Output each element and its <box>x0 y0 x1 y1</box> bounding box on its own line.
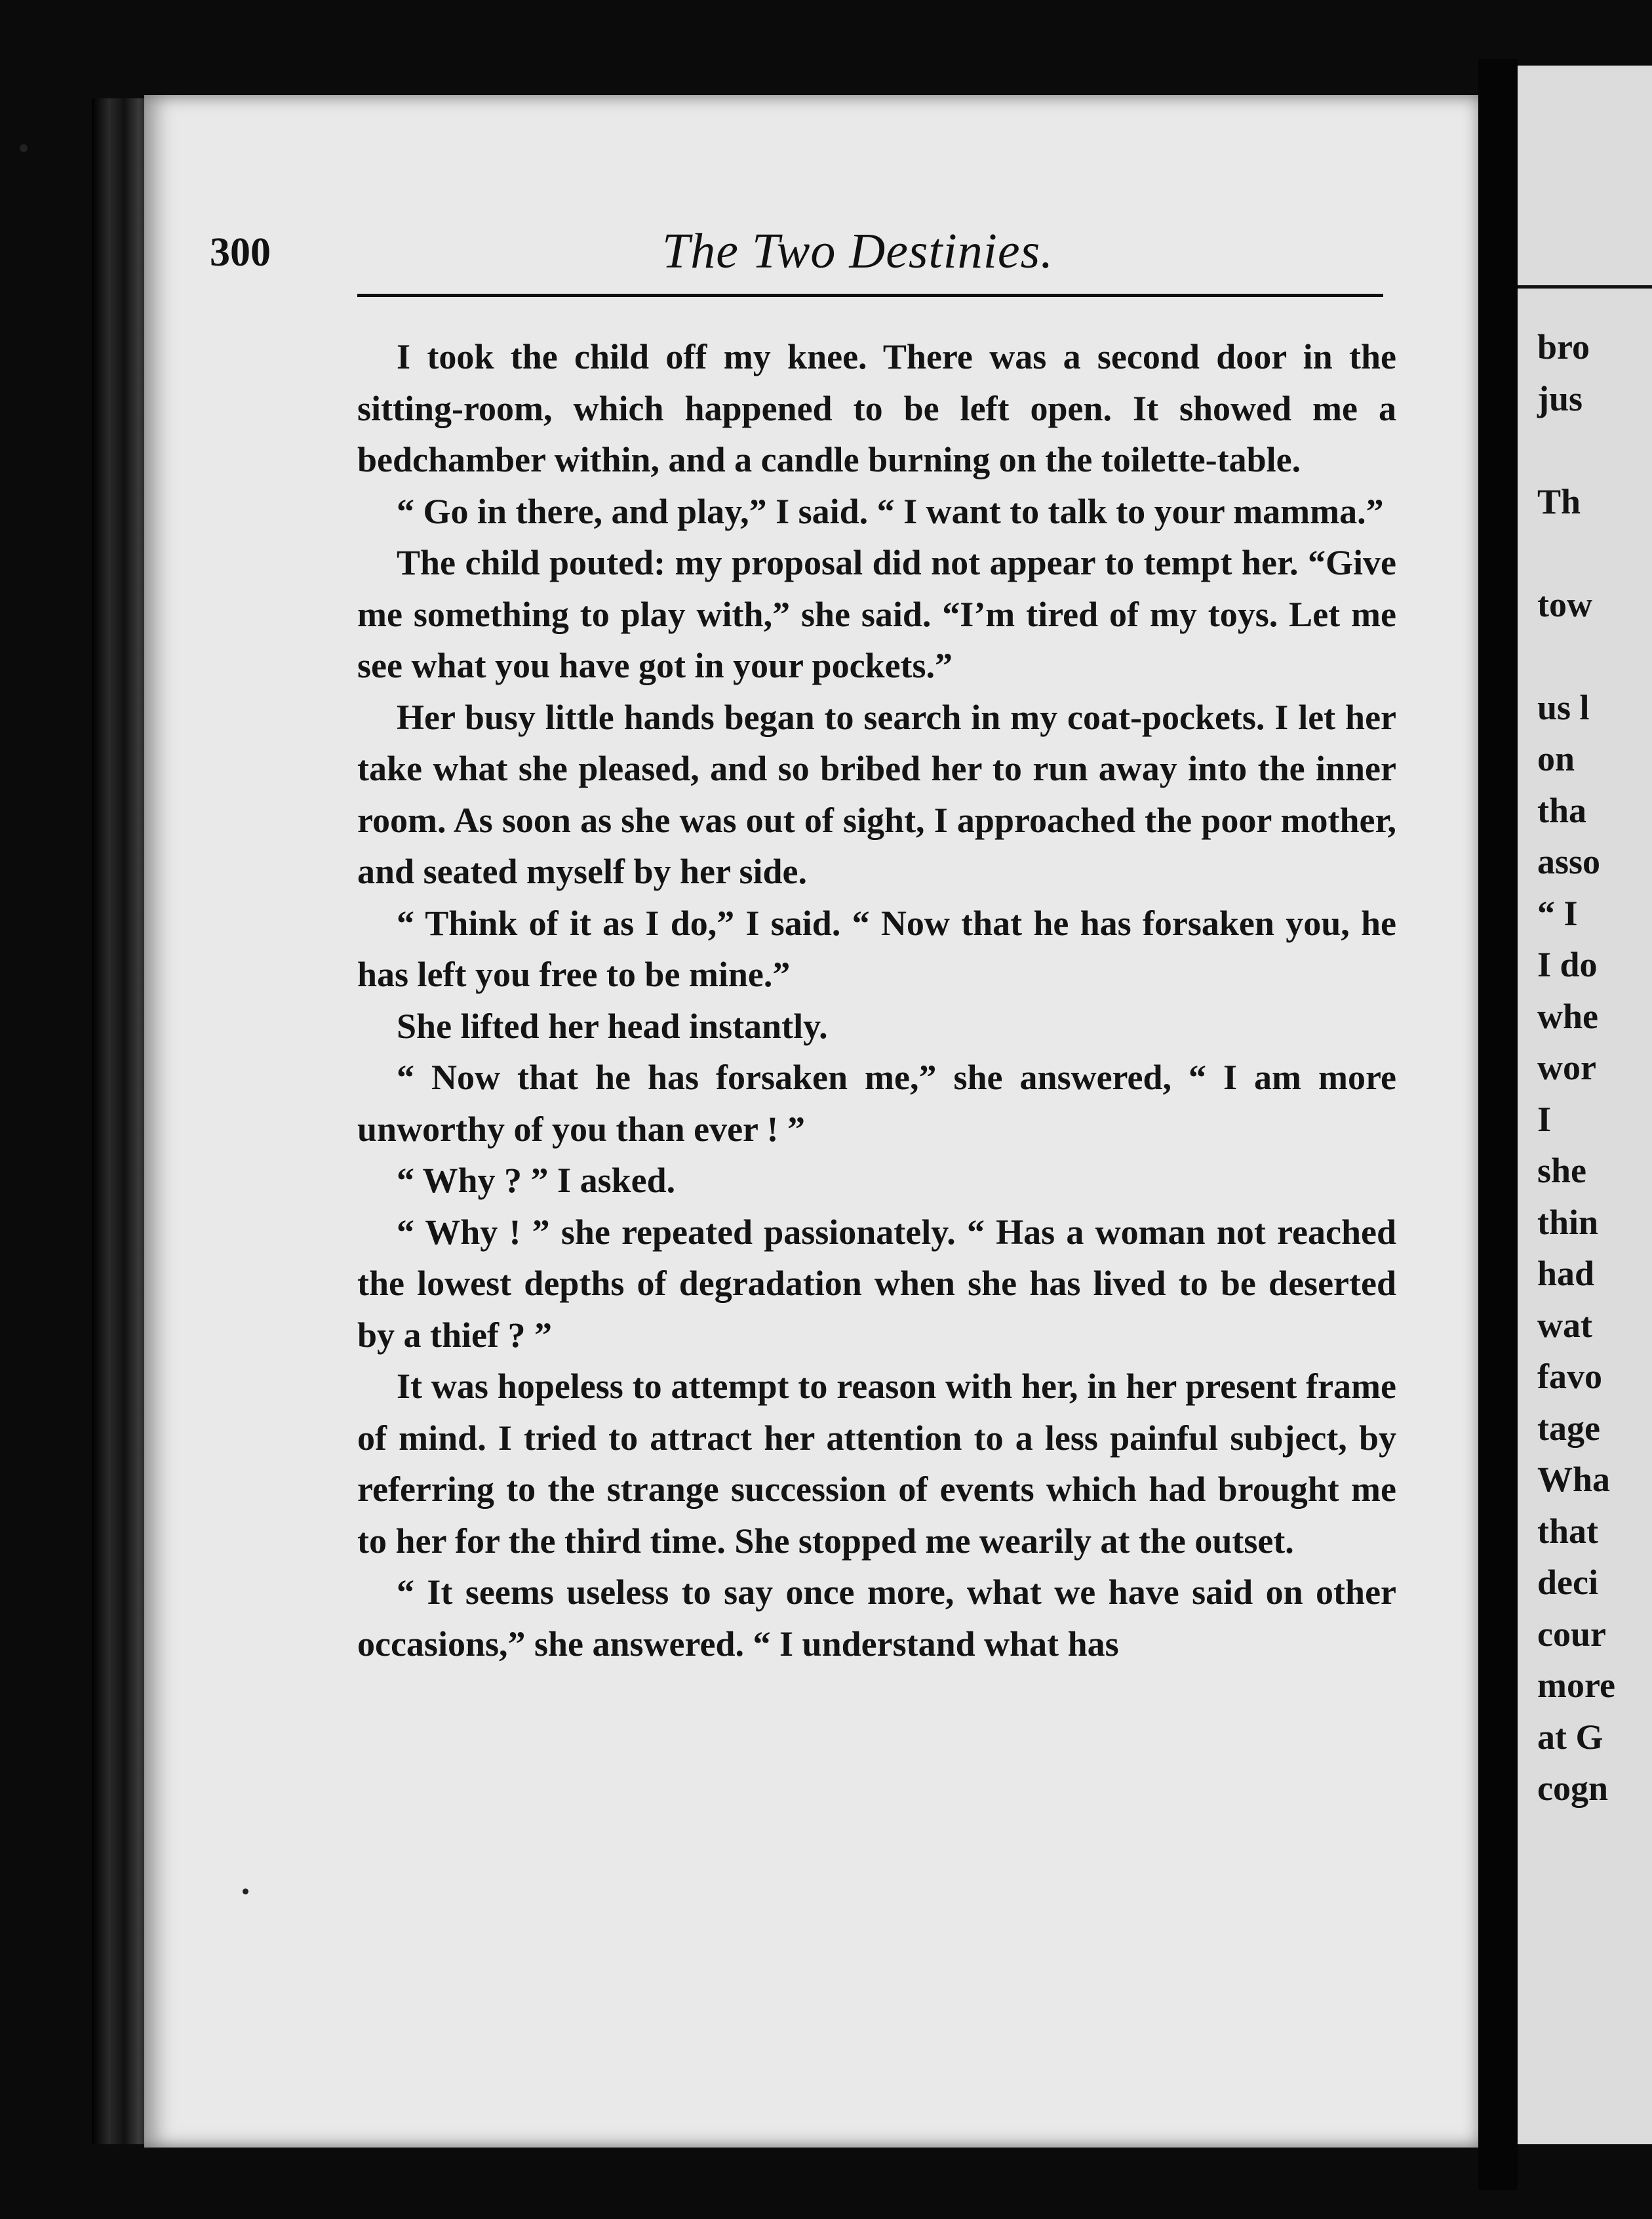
book-spine <box>92 98 151 2144</box>
facing-line: “ I <box>1537 893 1578 933</box>
facing-line <box>1537 527 1615 579</box>
facing-line <box>1537 424 1615 476</box>
facing-line: tage <box>1537 1408 1600 1448</box>
facing-line: whe <box>1537 996 1598 1036</box>
facing-line: at G <box>1537 1717 1603 1757</box>
facing-line: Th <box>1537 481 1581 521</box>
paragraph: “ It seems useless to say once more, what we have said on other occasions,” she answered. “ I understand what has <box>357 1572 1396 1664</box>
paragraph: The child pouted: my proposal did not appear to tempt her. “Give me something to play with,” she said. “I’m tired of my toys. Let me see what you have got in your pockets.” <box>357 543 1396 685</box>
facing-line: on <box>1537 739 1575 778</box>
paragraph: “ Think of it as I do,” I said. “ Now that he has forsaken you, he has left you free to be mine.” <box>357 903 1396 994</box>
paragraph: It was hopeless to attempt to reason with her, in her present frame of mind. I tried to attract her attention to a less painful subject, by referring to the strange succession of events which had brought me to her for the third time. She stopped me wearily at the outset. <box>357 1367 1396 1561</box>
header-rule <box>357 294 1383 297</box>
page-header <box>210 223 1383 289</box>
facing-line: she <box>1537 1151 1587 1190</box>
facing-line: wor <box>1537 1048 1596 1087</box>
paragraph: “ Now that he has forsaken me,” she answered, “ I am more unworthy of you than ever ! ” <box>357 1058 1396 1149</box>
paragraph: I took the child off my knee. There was a second door in the sitting-room, which happened to be left open. It showed me a bedchamber within, and a candle burning on the toilette-table. <box>357 337 1396 479</box>
facing-line: had <box>1537 1254 1595 1293</box>
facing-line: bro <box>1537 327 1590 367</box>
page-body <box>357 331 1396 1669</box>
facing-line: that <box>1537 1511 1598 1551</box>
page-number: 300 <box>210 230 271 275</box>
facing-line: tha <box>1537 790 1587 830</box>
facing-page-text <box>1537 321 1615 1814</box>
scan-speck <box>243 1889 248 1894</box>
scan-speck <box>20 144 28 152</box>
facing-line: cour <box>1537 1614 1606 1654</box>
facing-line: us l <box>1537 687 1590 727</box>
facing-line: tow <box>1537 584 1592 624</box>
paragraph: “ Why ! ” she repeated passionately. “ Has a woman not reached the lowest depths of degradation when she has lived to be deserted by a thief ? ” <box>357 1212 1396 1355</box>
paragraph: “ Why ? ” I asked. <box>397 1161 676 1200</box>
facing-line: jus <box>1537 378 1583 418</box>
facing-line <box>1537 630 1615 682</box>
paragraph: Her busy little hands began to search in my coat-pockets. I let her take what she pleased, and so bribed her to run away into the inner room. As soon as she was out of sight, I approached the poor mother, and seated myself by her side. <box>357 697 1396 891</box>
page-gutter <box>1478 59 1518 2190</box>
facing-page <box>1518 66 1652 2144</box>
facing-header-rule <box>1518 285 1652 289</box>
facing-line: wat <box>1537 1305 1592 1345</box>
facing-line: deci <box>1537 1563 1598 1602</box>
facing-line: cogn <box>1537 1769 1608 1808</box>
facing-line: Wha <box>1537 1460 1611 1499</box>
facing-line: more <box>1537 1666 1615 1705</box>
facing-line: thin <box>1537 1202 1599 1242</box>
paragraph: She lifted her head instantly. <box>397 1006 828 1046</box>
facing-line: I <box>1537 1099 1552 1139</box>
facing-line: I do <box>1537 945 1598 984</box>
facing-line: favo <box>1537 1357 1602 1396</box>
facing-line: asso <box>1537 842 1601 881</box>
paragraph: “ Go in there, and play,” I said. “ I want to talk to your mamma.” <box>397 491 1384 531</box>
running-title: The Two Destinies. <box>662 224 1054 279</box>
